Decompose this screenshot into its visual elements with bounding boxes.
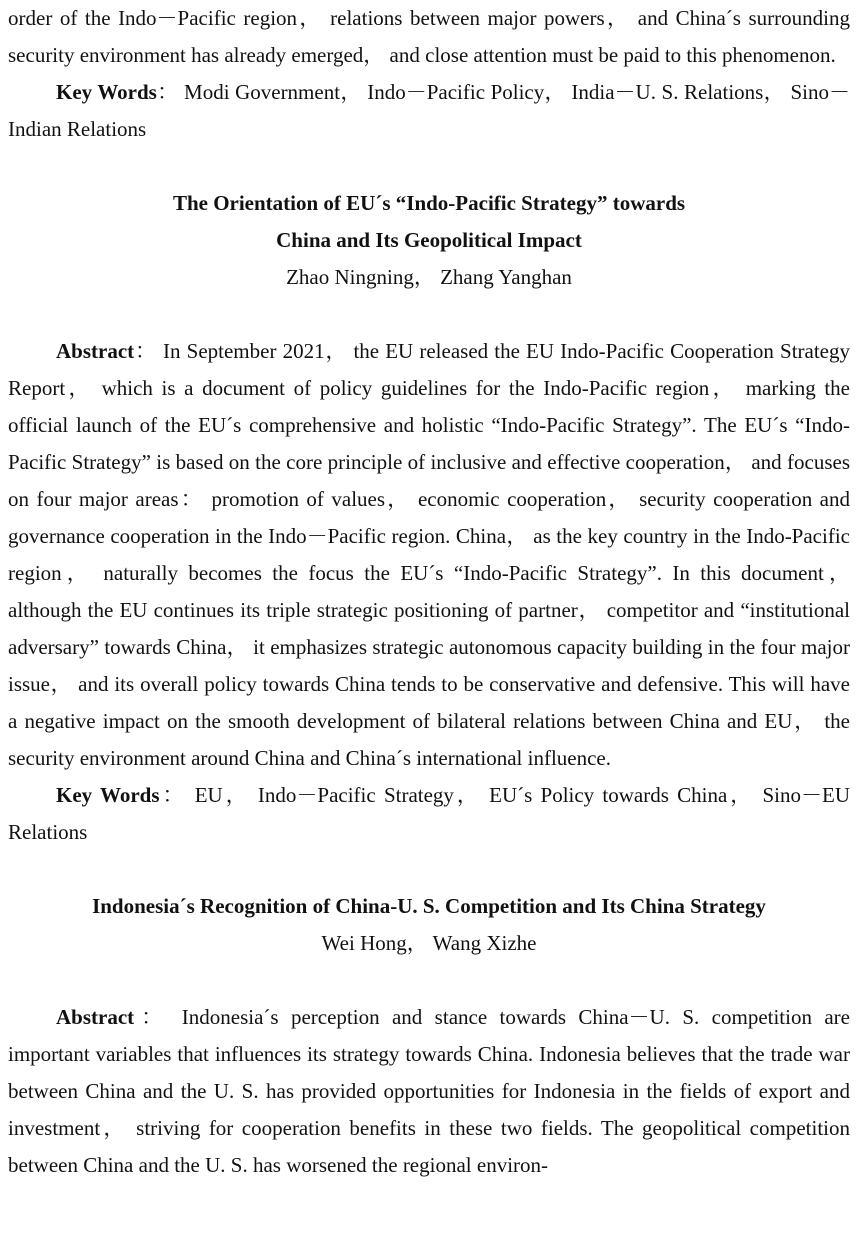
abstract-text: ： Indonesia´s perception and stance towards China－U. S. competition are important variables that influences its strategy towards China. Indonesia believes that the trade war between China and the U. S. has provided opportunities for Indonesia in the fields of export and investment， striving for cooperation benefits in these two fields. The geopolitical competition between China and the U. S. has worsened the regional environ- [8,1005,850,1177]
abstract-text: ： In September 2021， the EU released the EU Indo-Pacific Cooperation Strategy Report， which is a document of policy guidelines for the Indo-Pacific region， marking the official launch of the EU´s comprehensive and holistic “Indo-Pacific Strategy”. The EU´s “Indo-Pacific Strategy” is based on the core principle of inclusive and effective cooperation， and focuses on four major areas： promotion of values， economic cooperation， security cooperation and governance cooperation in the Indo－Pacific region. China， as the key country in the Indo-Pacific region， naturally becomes the focus the EU´s “Indo-Pacific Strategy”. In this document， although the EU continues its triple strategic positioning of partner， competitor and “institutional adversary” towards China， it emphasizes strategic autonomous capacity building in the four major issue， and its overall policy towards China tends to be conservative and defensive. This will have a negative impact on the smooth development of bilateral relations between China and EU， the security environment around China and China´s international influence. [8,339,850,770]
keywords-text: ： Modi Government， Indo－Pacific Policy， India－U. S. Relations， Sino－Indian Relations [8,80,850,141]
article-authors: Wei Hong， Wang Xizhe [321,931,537,955]
article-title-line1: The Orientation of EU´s “Indo-Pacific Strategy” towards [172,191,686,215]
abstract-continuation: order of the Indo－Pacific region， relations between major powers， and China´s surrounding security environment has already emerged， and close attention must be paid to this phenomenon. [8,6,850,67]
article-authors: Zhao Ningning， Zhang Yanghan [286,265,572,289]
article-title: Indonesia´s Recognition of China-U. S. Competition and Its China Strategy [92,894,766,918]
spacer [8,148,850,185]
keywords-paragraph [8,777,850,851]
spacer [8,851,850,888]
keywords-label: Key Words [56,783,160,807]
spacer [8,962,850,999]
spacer [8,296,850,333]
keywords-paragraph [8,74,850,148]
abstract-label: Abstract [56,339,135,363]
document-page [8,0,850,1184]
keywords-text: ： EU， Indo－Pacific Strategy， EU´s Policy towards China， Sino－EU Relations [8,783,850,844]
abstract-paragraph [8,999,850,1184]
abstract-paragraph [8,333,850,777]
article-title-line2: China and Its Geopolitical Impact [276,228,582,252]
keywords-label: Key Words [56,80,157,104]
abstract-label: Abstract [56,1005,135,1029]
